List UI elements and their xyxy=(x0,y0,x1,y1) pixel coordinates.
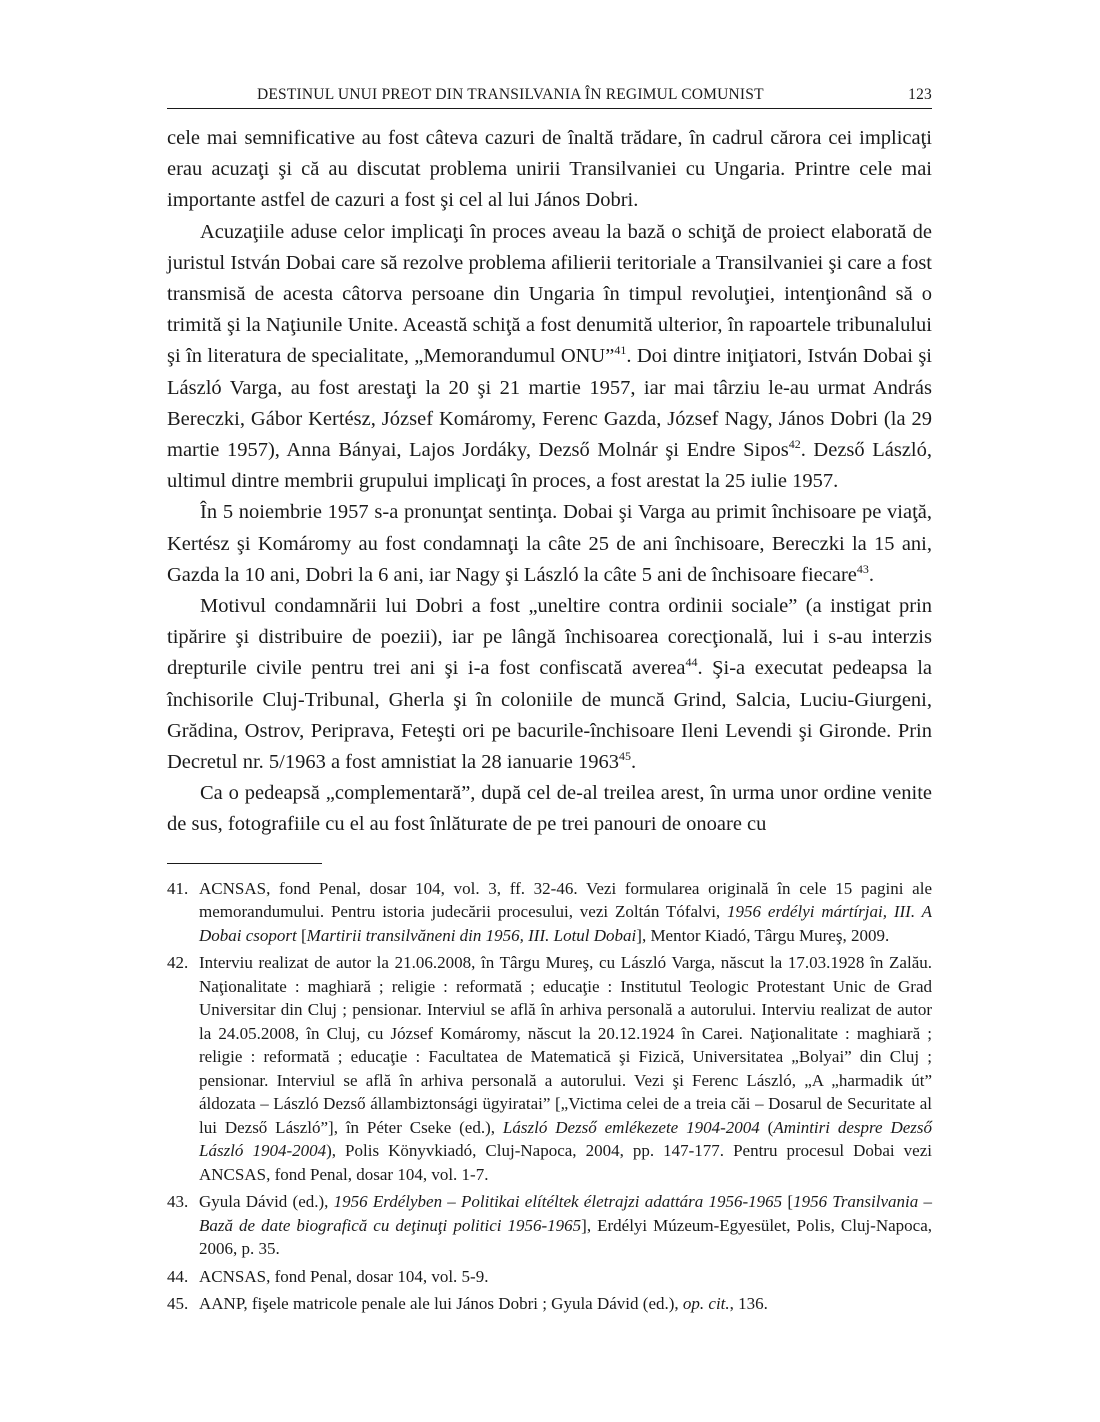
paragraph-text: Ca o pedeapsă „complementară”, după cel de-al treilea arest, în urma unor ordine venite de sus, fotografiile cu el au fost înlăturate de pe trei panouri de onoare cu xyxy=(167,782,932,836)
footnote xyxy=(167,877,932,948)
footnote xyxy=(167,1265,932,1289)
paragraph xyxy=(167,123,932,217)
paragraph-text: Motivul condamnării lui Dobri a fost „uneltire contra ordinii sociale” (a instigat prin tipărire şi distribuire de poezii), iar pe lângă închisoarea corecţională, lui i s-au interzis drepturile civile pentru trei ani şi i-a fost confiscată averea xyxy=(167,595,932,680)
page-number: 123 xyxy=(908,86,932,103)
footnote-number: 42. xyxy=(167,953,189,973)
footnote-text: Interviu realizat de autor la 21.06.2008, în Târgu Mureş, cu László Varga, născut la 17.03.1928 în Zalău. Naţionalitate : maghiară ; religie : reformată ; educaţie : Institutul Teologic Protestant Unic de Grad Universitar din Cluj ; pensionar. Interviul se află în arhiva personală a autorului. Interviu realizat de autor la 24.05.2008, în Cluj, cu József Komáromy, născut la 20.12.1924 în Carei. Naţionalitate : maghiară ; religie : reformată ; educaţie : Facultatea de Matematică şi Fizică, Universitatea „Bolyai” din Cluj ; pensionar. Interviul se află în arhiva personală a autorului. Vezi şi Ferenc László, „A „harmadik út” áldozata – László Dezső állambiztonsági ügyiratai” [„Victima celei de a treia căi – Dosarul de Securitate al lui Dezső László”], în Péter Cseke (ed.), László Dezső emlékezete 1904-2004 (Amintiri despre Dezső László 1904-2004), Polis Könyvkiadó, Cluj-Napoca, 2004, pp. 147-177. Pentru procesul Dobai vezi ANCSAS, fond Penal, dosar 104, vol. 1-7. xyxy=(199,953,932,1184)
main-text xyxy=(167,123,932,841)
paragraph-text: . xyxy=(631,751,637,774)
footnote xyxy=(167,1292,932,1316)
footnote-number: 45. xyxy=(167,1294,189,1314)
footnote-text: Gyula Dávid (ed.), 1956 Erdélyben – Politikai elítéltek életrajzi adattára 1956-1965 [1956 Transilvania – Bază de date biografică cu deţinuţi politici 1956-1965], Erdélyi Múzeum-Egyesület, Polis, Cluj-Napoca, 2006, p. 35. xyxy=(199,1192,932,1259)
footnote-number: 41. xyxy=(167,878,189,898)
footnote-ref[interactable]: 42 xyxy=(788,437,801,452)
paragraph xyxy=(167,778,932,840)
book-page xyxy=(167,86,932,1320)
paragraph-text: . xyxy=(868,563,874,586)
paragraph-text: . Şi-a executat pedeapsa la închisorile Cluj-Tribunal, Gherla şi în coloniile de muncă Grind, Salcia, Luciu-Giurgeni, Grădina, Ostrov, Periprava, Feteşti ori pe bacurile-închisoare Ileni Levendi şi Gironde. Prin Decretul nr. 5/1963 a fost amnistiat la 28 ianuarie 1963 xyxy=(167,657,932,774)
footnote-ref[interactable]: 43 xyxy=(856,562,869,577)
paragraph-text: Acuzaţiile aduse celor implicaţi în proces aveau la bază o schiţă de proiect elaborată de juristul István Dobai care să rezolve problema afilierii teritoriale a Transilvaniei şi care a fost transmisă de acesta câtorva persoane din Ungaria în timpul revoluţiei, intenţionând să o trimită şi la Naţiunile Unite. Această schiţă a fost denumită ulterior, în rapoartele tribunalului şi în literatura de specialitate, „Memorandumul ONU” xyxy=(167,220,932,368)
footnote-number: 44. xyxy=(167,1266,189,1286)
running-header xyxy=(167,86,932,109)
footnotes xyxy=(167,877,932,1316)
paragraph-text: cele mai semnificative au fost câteva cazuri de înaltă trădare, în cadrul cărora cei implicaţi erau acuzaţi şi că au discutat problema unirii Transilvaniei cu Ungaria. Printre cele mai importante astfel de cazuri a fost şi cel al lui János Dobri. xyxy=(167,127,932,212)
footnote-ref[interactable]: 41 xyxy=(614,343,627,358)
paragraph xyxy=(167,497,932,591)
paragraph xyxy=(167,217,932,498)
footnote xyxy=(167,951,932,1186)
paragraph-text: În 5 noiembrie 1957 s-a pronunţat sentinţa. Dobai şi Varga au primit închisoare pe viaţă, Kertész şi Komáromy au fost condamnaţi la câte 25 de ani închisoare, Bereczki la 15 ani, Gazda la 10 ani, Dobri la 6 ani, iar Nagy şi László la câte 5 ani de închisoare fiecare xyxy=(167,501,932,586)
footnote-ref[interactable]: 44 xyxy=(685,655,698,670)
footnote-text: ACNSAS, fond Penal, dosar 104, vol. 5-9. xyxy=(199,1266,489,1286)
footnote-number: 43. xyxy=(167,1192,189,1212)
footnote-text: ACNSAS, fond Penal, dosar 104, vol. 3, ff. 32-46. Vezi formularea originală în cele 15 pagini ale memorandumului. Pentru istoria judecării procesului, vezi Zoltán Tófalvi, 1956 erdélyi mártírjai, III. A Dobai csoport [Martirii transilvăneni din 1956, III. Lotul Dobai], Mentor Kiadó, Târgu Mureş, 2009. xyxy=(199,878,932,945)
paragraph xyxy=(167,591,932,778)
footnote xyxy=(167,1190,932,1261)
footnote-ref[interactable]: 45 xyxy=(619,749,632,764)
paragraph-text: . Dezső László, ultimul dintre membrii grupului implicaţi în proces, a fost arestat la 25 iulie 1957. xyxy=(167,439,933,493)
footnote-text: AANP, fişele matricole penale ale lui János Dobri ; Gyula Dávid (ed.), op. cit., 136. xyxy=(199,1294,768,1314)
running-title: DESTINUL UNUI PREOT DIN TRANSILVANIA ÎN REGIMUL COMUNIST xyxy=(257,86,764,103)
footnote-divider xyxy=(167,863,322,864)
paragraph-text: . Doi dintre iniţiatori, István Dobai şi László Varga, au fost arestaţi la 20 şi 21 martie 1957, iar mai târziu le-au urmat András Bereczki, Gábor Kertész, József Komáromy, Ferenc Gazda, József Nagy, János Dobri (la 29 martie 1957), Anna Bányai, Lajos Jordáky, Dezső Molnár şi Endre Sipos xyxy=(167,345,932,462)
